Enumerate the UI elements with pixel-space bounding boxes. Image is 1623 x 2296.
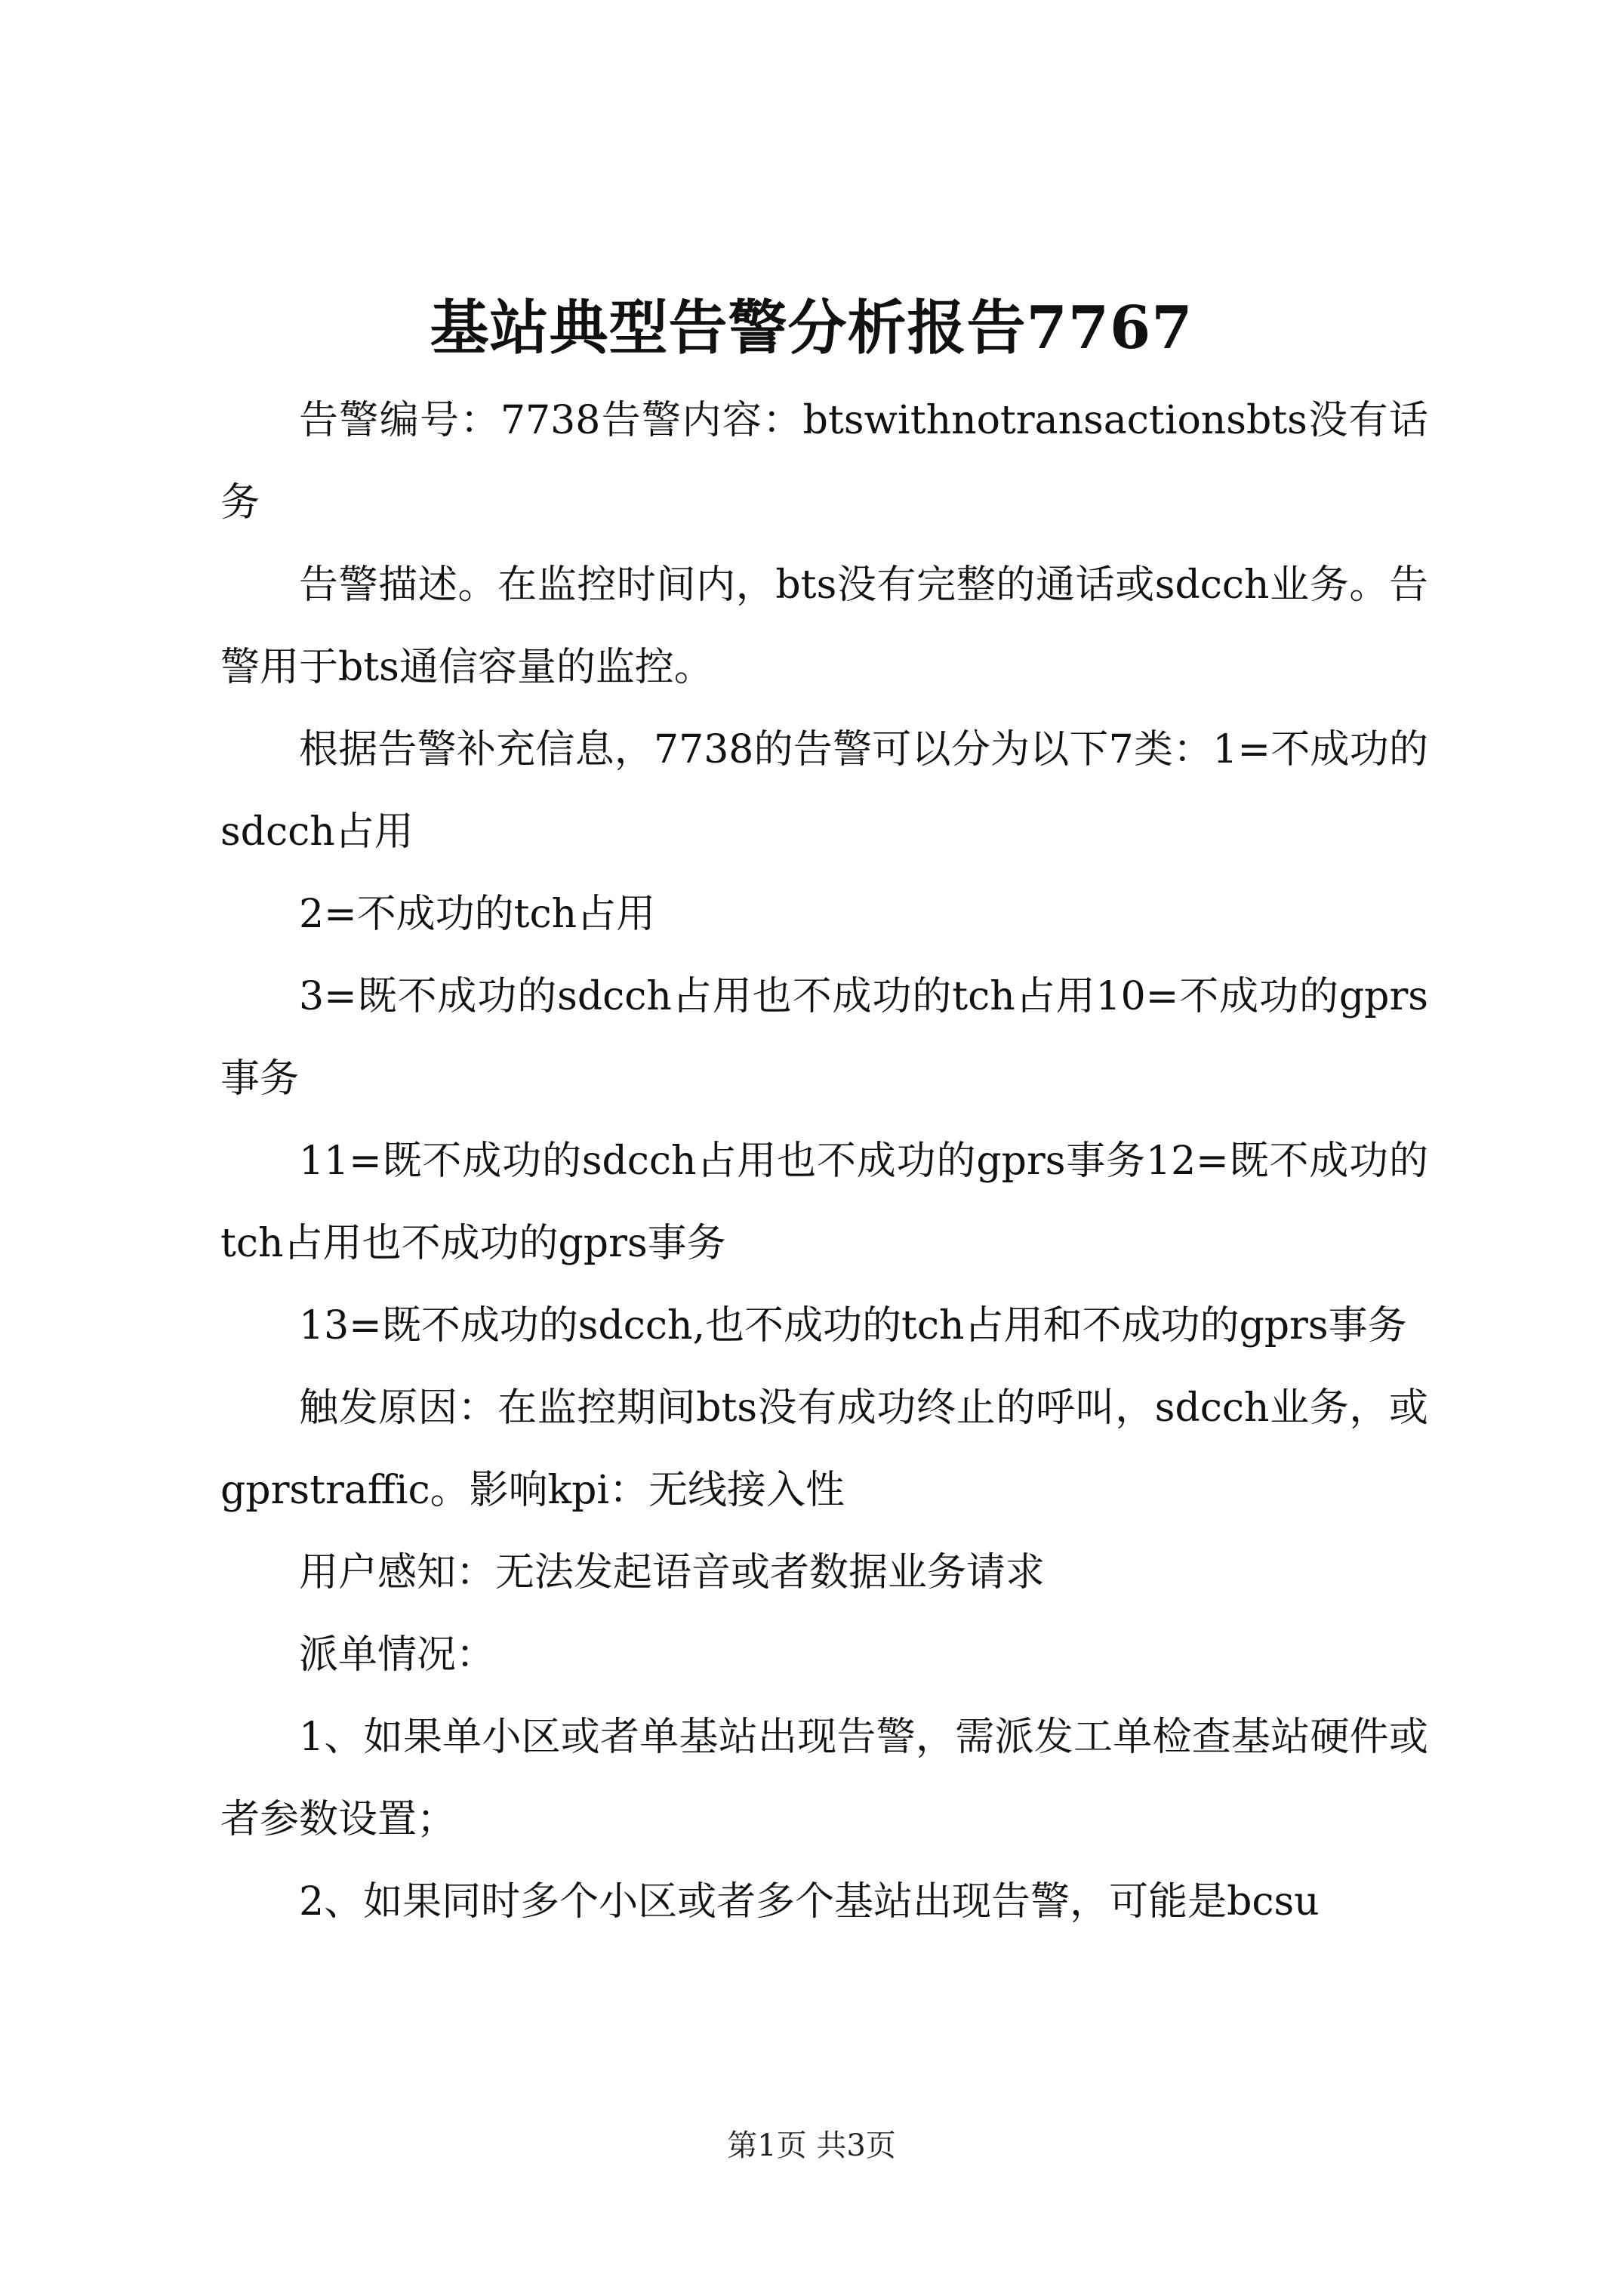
paragraph-alarm-description: 告警描述。在监控时间内，bts没有完整的通话或sdcch业务。告警用于bts通信容量的监控。 — [220, 562, 1428, 690]
paragraph-dispatch-heading: 派单情况： — [299, 1632, 496, 1678]
paragraph-trigger-cause: 触发原因：在监控期间bts没有成功终止的呼叫，sdcch业务，或gprstraffic。影响kpi：无线接入性 — [220, 1385, 1428, 1513]
paragraph-category-11-12: 11=既不成功的sdcch占用也不成功的gprs事务12=既不成功的tch占用也不成功的gprs事务 — [220, 1139, 1428, 1266]
document-body — [220, 380, 1428, 1943]
paragraph-dispatch-item-2: 2、如果同时多个小区或者多个基站出现告警，可能是bcsu — [299, 1879, 1320, 1925]
paragraph-alarm-categories: 根据告警补充信息，7738的告警可以分为以下7类：1=不成功的sdcch占用 — [220, 727, 1428, 855]
paragraph-dispatch-item-1: 1、如果单小区或者单基站出现告警，需派发工单检查基站硬件或者参数设置； — [220, 1715, 1428, 1842]
document-title: 基站典型告警分析报告7767 — [430, 294, 1193, 362]
paragraph-category-2: 2=不成功的tch占用 — [299, 892, 656, 937]
paragraph-category-3-10: 3=既不成功的sdcch占用也不成功的tch占用10=不成功的gprs事务 — [220, 974, 1428, 1102]
paragraph-alarm-id: 告警编号：7738告警内容：btswithnotransactionsbts没有话务 — [220, 398, 1428, 525]
page-footer: 第1页 共3页 — [727, 2128, 896, 2163]
paragraph-category-13: 13=既不成功的sdcch,也不成功的tch占用和不成功的gprs事务 — [299, 1303, 1407, 1348]
paragraph-user-perception: 用户感知：无法发起语音或者数据业务请求 — [299, 1550, 1046, 1595]
